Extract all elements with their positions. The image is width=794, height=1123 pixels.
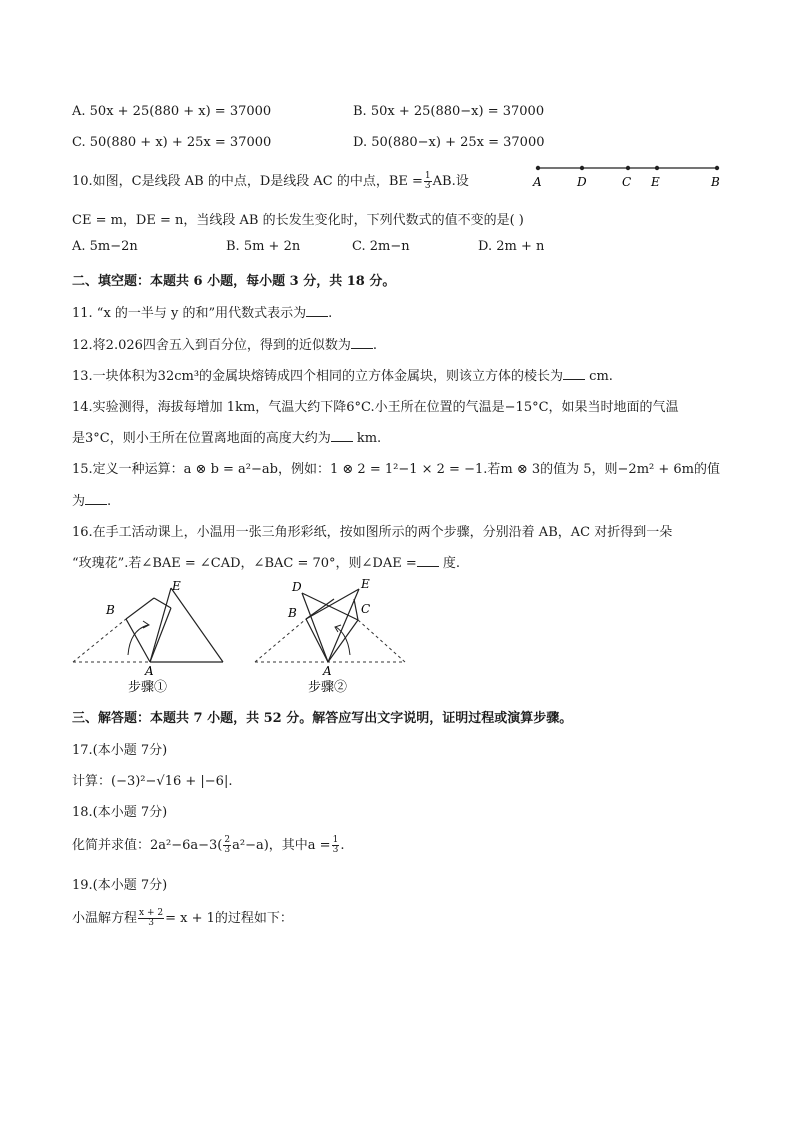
dashed-left-edge: [255, 619, 306, 662]
dashed-edge: [73, 619, 126, 662]
edge-c-top: [354, 599, 358, 620]
q18-coef-num: 2: [224, 835, 231, 845]
q9-option-b: B. 50x + 25(880−x) = 37000: [353, 104, 545, 119]
q10-line1-suffix: AB.设: [432, 174, 469, 189]
q19-title: 19.(本小题 7分): [72, 878, 168, 893]
edge-ae-inner: [150, 608, 171, 662]
q19-frac-den: 3: [148, 918, 154, 928]
edge-e-right: [171, 588, 223, 662]
fig1-label-e: E: [172, 579, 181, 593]
label-c: C: [622, 175, 632, 189]
q14-line2: [72, 427, 381, 446]
q18-mid: a²−a)，其中a =: [232, 838, 331, 853]
q10-segment-diagram: [528, 160, 728, 192]
q11-text: 11. “x 的一半与 y 的和”用代数式表示为: [72, 306, 307, 321]
q9-option-a: A. 50x + 25(880 + x) = 37000: [72, 104, 272, 119]
label-a: A: [533, 175, 542, 189]
q18-value-den: 3: [332, 845, 339, 855]
q12-answer-blank[interactable]: [351, 336, 373, 349]
q12-text: 12.将2.026四舍五入到百分位，得到的近似数为: [72, 338, 351, 353]
q15-tail: .: [107, 494, 112, 509]
q18-coef-fraction: [223, 836, 231, 855]
label-b: B: [711, 175, 720, 189]
q9-option-c: C. 50(880 + x) + 25x = 37000: [72, 135, 272, 150]
q10-option-c: C. 2m−n: [352, 239, 410, 254]
q16-answer-blank[interactable]: [417, 554, 439, 567]
label-d: D: [577, 175, 587, 189]
edge-top: [154, 598, 171, 608]
q10-option-d: D. 2m + n: [478, 239, 545, 254]
point-d: [580, 166, 584, 170]
q13-answer-blank[interactable]: [563, 367, 585, 380]
point-a: [536, 166, 540, 170]
q17-body: 计算：(−3)²−√16 + |−6|.: [72, 774, 233, 789]
q13-tail: cm.: [585, 369, 613, 384]
fold-line-ab: [306, 619, 328, 662]
step2-caption: 步骤②: [308, 680, 348, 695]
q15-text: 为: [72, 494, 86, 509]
q19-frac-num: x + 2: [139, 908, 164, 918]
q19-body: [72, 907, 293, 928]
q16-line2: [72, 552, 460, 571]
q11-answer-blank[interactable]: [306, 304, 328, 317]
point-c: [626, 166, 630, 170]
q18-suffix: .: [340, 838, 345, 853]
q13: [72, 365, 613, 384]
q12-tail: .: [372, 338, 378, 353]
q14-answer-blank[interactable]: [331, 429, 353, 442]
q10-fraction: [424, 172, 432, 191]
step1-caption: 步骤①: [128, 680, 168, 695]
point-e: [655, 166, 659, 170]
dashed-right-edge: [358, 620, 405, 662]
q11-tail: .: [328, 306, 333, 321]
fig1-label-b: B: [106, 603, 115, 617]
q18-value-fraction: [332, 836, 340, 855]
fig2-label-d: D: [292, 580, 302, 594]
q14-line1: 14.实验测得，海拔每增加 1km，气温大约下降6°C.小王所在位置的气温是−15°C，如果当时地面的气温: [72, 400, 679, 415]
fig2-label-e: E: [361, 577, 370, 591]
edge-e-b: [306, 589, 359, 619]
q12: [72, 334, 377, 353]
q18-coef-den: 3: [224, 845, 231, 855]
q10-line1-prefix: 10.如图，C是线段 AB 的中点，D是线段 AC 的中点，BE =: [72, 174, 423, 189]
q14-tail: km.: [352, 431, 382, 446]
q10-frac-den: 3: [424, 181, 431, 191]
label-e: E: [651, 175, 660, 189]
q16-figure-step1: [68, 575, 233, 697]
q11: [72, 302, 332, 321]
section3-heading: 三、解答题：本题共 7 小题，共 52 分。解答应写出文字说明，证明过程或演算步骤。: [72, 711, 573, 726]
q10-option-a: A. 5m−2n: [72, 239, 138, 254]
q10-line1: [72, 170, 469, 191]
q10-frac-num: 1: [424, 171, 431, 181]
q15-line2: [72, 490, 111, 509]
q15-line1: 15.定义一种运算：a ⊗ b = a²−ab，例如：1 ⊗ 2 = 1²−1 × 2 = −1.若m ⊗ 3的值为 5，则−2m² + 6m的值: [72, 462, 720, 477]
fig1-label-a: A: [145, 664, 154, 678]
q16-text: “玫瑰花”.若∠BAE = ∠CAD，∠BAC = 70°，则∠DAE =: [72, 556, 417, 571]
point-b: [715, 166, 719, 170]
q18-prefix: 化简并求值：2a²−6a−3(: [72, 838, 223, 853]
q19-prefix: 小温解方程: [72, 911, 138, 926]
fig2-label-b: B: [288, 606, 297, 620]
q18-title: 18.(本小题 7分): [72, 805, 168, 820]
edge-b-top: [126, 598, 154, 619]
q17-title: 17.(本小题 7分): [72, 743, 168, 758]
q10-option-b: B. 5m + 2n: [226, 239, 301, 254]
q19-suffix: = x + 1的过程如下：: [165, 911, 293, 926]
q16-figure-step2: [250, 575, 415, 697]
section2-heading: 二、填空题：本题共 6 小题，每小题 3 分，共 18 分。: [72, 274, 396, 289]
q19-equation-fraction: [138, 909, 164, 928]
q18-body: [72, 834, 344, 855]
q15-answer-blank[interactable]: [85, 492, 107, 505]
q18-value-num: 1: [332, 835, 339, 845]
q16-tail: 度.: [438, 556, 461, 571]
fig2-label-c: C: [361, 602, 371, 616]
q13-text: 13.一块体积为32cm³的金属块熔铸成四个相同的立方体金属块，则该立方体的棱长为: [72, 369, 564, 384]
q14-text: 是3°C，则小王所在位置离地面的高度大约为: [72, 431, 331, 446]
fig2-label-a: A: [323, 664, 332, 678]
q10-line2: CE = m，DE = n，当线段 AB 的长发生变化时，下列代数式的值不变的是( ): [72, 213, 524, 228]
q16-line1: 16.在手工活动课上，小温用一张三角形彩纸，按如图所示的两个步骤，分别沿着 AB，AC 对折得到一朵: [72, 525, 673, 540]
q9-option-d: D. 50(880−x) + 25x = 37000: [353, 135, 545, 150]
